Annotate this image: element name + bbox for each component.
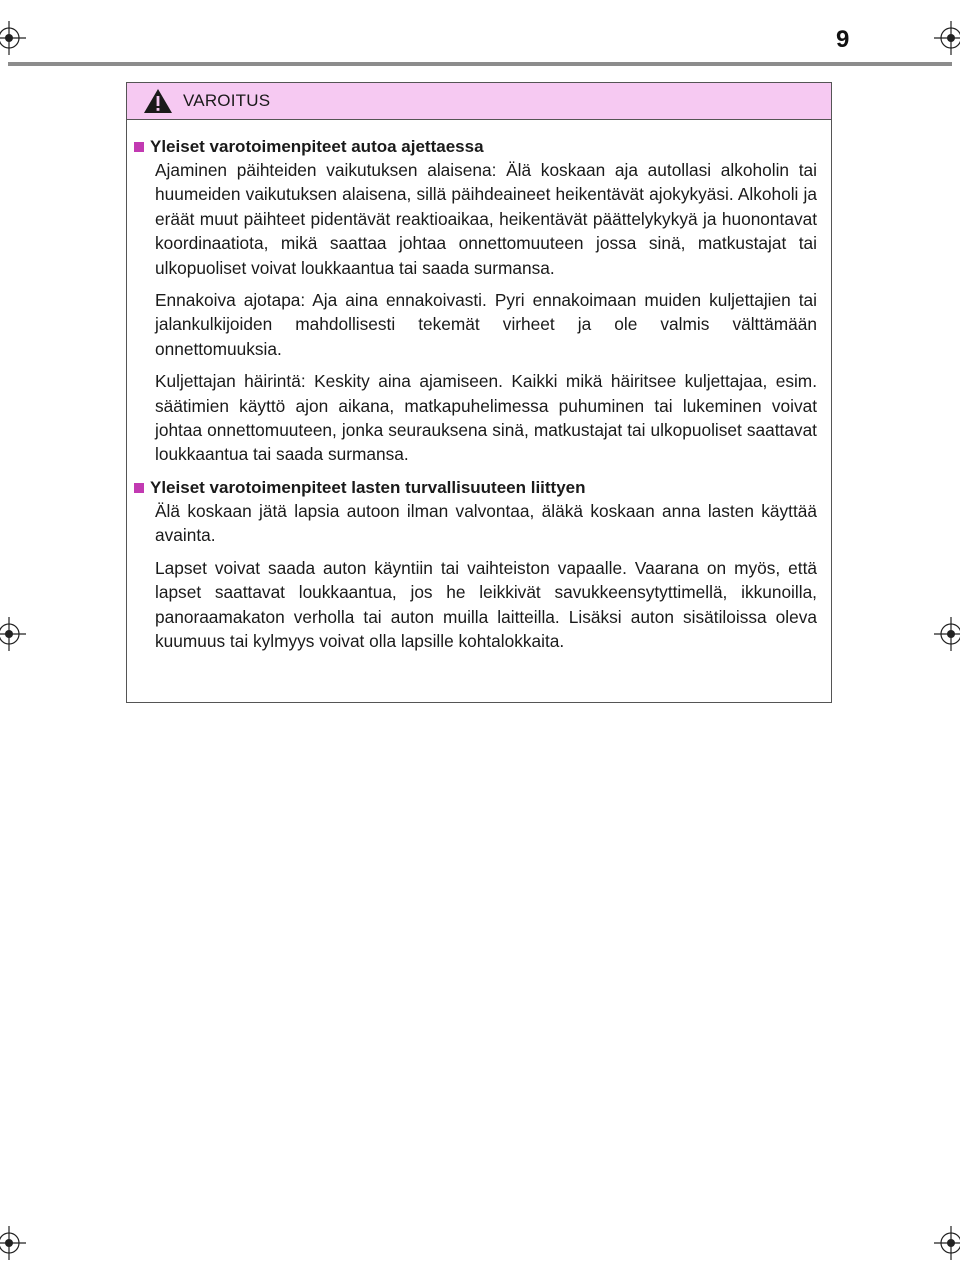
registration-mark-icon: [0, 617, 26, 651]
page-number: 9: [836, 26, 850, 53]
registration-mark-icon: [934, 1226, 960, 1260]
warning-box: [126, 82, 832, 703]
paragraph: Ennakoiva ajotapa: Aja aina ennakoivasti. Pyri ennakoimaan muiden kuljettajien tai jalankulkijoiden mahdollisesti tekemät virheet ja ole valmis välttämään onnettomuuksia.: [155, 290, 817, 359]
paragraph: Ajaminen päihteiden vaikutuksen alaisena: Älä koskaan aja autollasi alkoholin tai huumeiden vaikutuksen alaisena, sillä päihdeaineet heikentävät ajokykyäsi. Alkoholi ja eräät muut päihteet pidentävät reaktioaikaa, heikentävät päättelykykyä ja huonontavat koordinaatiota, mikä saattaa johtaa onnettomuuteen jossa sinä, matkustajat tai ulkopuoliset voivat loukkaantua tai saada surmansa.: [155, 160, 817, 278]
paragraph: Kuljettajan häirintä: Keskity aina ajamiseen. Kaikki mikä häiritsee kuljettajaa, esim. säätimien käyttö ajon aikana, matkapuhelimessa puhuminen tai lukeminen voivat johtaa onnettomuuteen, jonka seurauksena sinä, matkustajat tai ulkopuoliset saattavat loukkaantua tai saada surmansa.: [155, 371, 817, 465]
header-rule: [8, 62, 952, 66]
section-heading: [134, 136, 817, 158]
paragraph: Lapset voivat saada auton käyntiin tai vaihteiston vapaalle. Vaarana on myös, että lapset saattavat loukkaantua, jos he leikkivät savukkeensytyttimellä, ikkunoilla, panoraamakaton verholla tai auton muilla laitteilla. Lisäksi auton sisätiloissa oleva kuumuus tai kylmyys voivat olla lapsille kohtalokkaita.: [155, 557, 817, 651]
bullet-square-icon: [134, 142, 144, 152]
registration-mark-icon: [934, 617, 960, 651]
paragraph: Älä koskaan jätä lapsia autoon ilman valvontaa, äläkä koskaan anna lasten käyttää avainta.: [155, 500, 817, 546]
warning-body: [127, 120, 831, 653]
warning-header: [127, 83, 831, 120]
registration-mark-icon: [934, 21, 960, 55]
section-heading: [134, 477, 817, 499]
registration-mark-icon: [0, 21, 26, 55]
registration-mark-icon: [0, 1226, 26, 1260]
section-heading-text: Yleiset varotoimenpiteet lasten turvallisuuteen liittyen: [150, 477, 586, 497]
warning-title: VAROITUS: [183, 91, 271, 110]
section-heading-text: Yleiset varotoimenpiteet autoa ajettaessa: [150, 137, 484, 156]
warning-triangle-icon: [143, 88, 173, 114]
bullet-square-icon: [134, 483, 144, 493]
